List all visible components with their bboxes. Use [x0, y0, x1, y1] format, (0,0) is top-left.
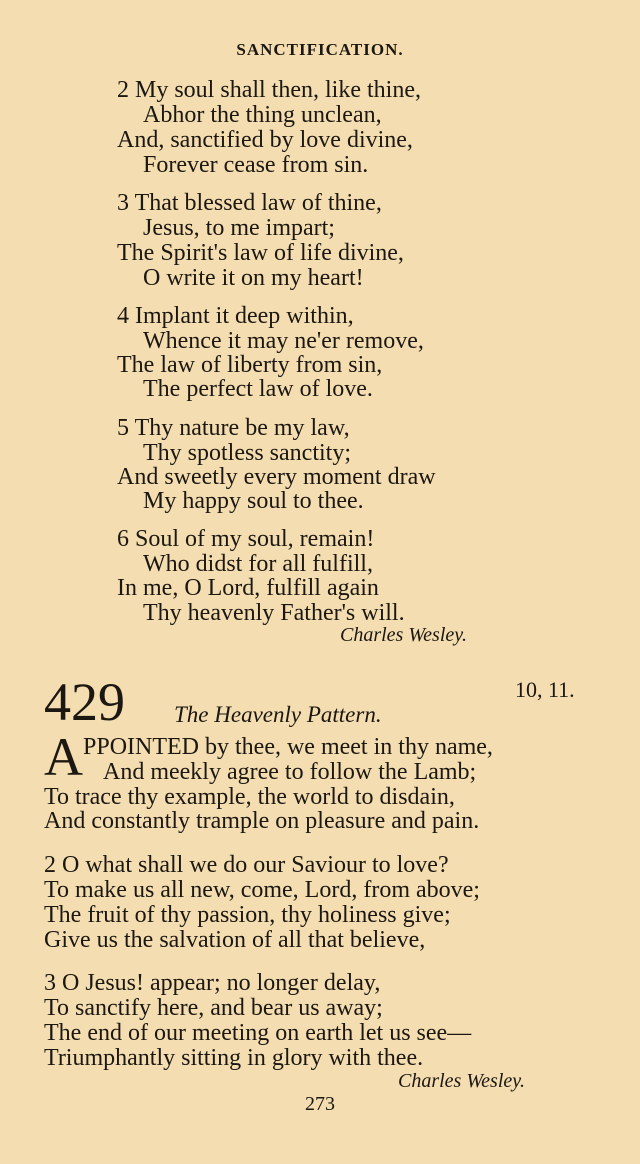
- verse-line: 2 O what shall we do our Saviour to love?: [44, 852, 449, 878]
- page-number: 273: [305, 1093, 335, 1115]
- verse-line: And meekly agree to follow the Lamb;: [103, 759, 477, 785]
- verse-line: The Spirit's law of life divine,: [117, 240, 404, 266]
- verse-line: Thy heavenly Father's will.: [143, 600, 405, 626]
- verse-line: And, sanctified by love divine,: [117, 127, 413, 153]
- verse-line: In me, O Lord, fulfill again: [117, 575, 379, 601]
- verse-line: And sweetly every moment draw: [117, 464, 436, 490]
- author-attribution: Charles Wesley.: [340, 624, 468, 646]
- verse-line: Forever cease from sin.: [143, 152, 369, 178]
- verse-line: And constantly trample on pleasure and pain.: [44, 808, 480, 834]
- verse-line: 6 Soul of my soul, remain!: [117, 526, 375, 552]
- verse-line: To sanctify here, and bear us away;: [44, 995, 383, 1021]
- drop-cap: A: [44, 727, 83, 787]
- verse-line: The fruit of thy passion, thy holiness give;: [44, 902, 451, 928]
- hymn-title: The Heavenly Pattern.: [174, 702, 382, 727]
- verse-line: 3 That blessed law of thine,: [117, 190, 382, 216]
- running-header: SANCTIFICATION.: [236, 40, 404, 59]
- verse-line: 4 Implant it deep within,: [117, 303, 354, 329]
- verse-line: To trace thy example, the world to disdain,: [44, 784, 455, 810]
- verse-line: The end of our meeting on earth let us see—: [44, 1020, 472, 1046]
- hymn-meter: 10, 11.: [515, 677, 575, 702]
- verse-line: O write it on my heart!: [143, 265, 364, 291]
- verse-line: To make us all new, come, Lord, from above;: [44, 877, 480, 903]
- verse-line: 2 My soul shall then, like thine,: [117, 77, 421, 103]
- verse-line: Who didst for all fulfill,: [143, 551, 373, 577]
- verse-line: Give us the salvation of all that believe,: [44, 927, 426, 953]
- hymn-number: 429: [44, 672, 125, 732]
- verse-line: Abhor the thing unclean,: [143, 102, 382, 128]
- verse-line: The perfect law of love.: [143, 376, 373, 402]
- verse-line: 3 O Jesus! appear; no longer delay,: [44, 970, 381, 996]
- verse-line: Jesus, to me impart;: [143, 215, 335, 241]
- verse-line: Thy spotless sanctity;: [143, 440, 351, 466]
- verse-line: PPOINTED by thee, we meet in thy name,: [83, 734, 493, 760]
- verse-line: My happy soul to thee.: [143, 488, 364, 514]
- author-attribution: Charles Wesley.: [398, 1070, 526, 1092]
- verse-line: The law of liberty from sin,: [117, 352, 383, 378]
- verse-line: Whence it may ne'er remove,: [143, 328, 424, 354]
- verse-line: Triumphantly sitting in glory with thee.: [44, 1045, 424, 1071]
- verse-line: 5 Thy nature be my law,: [117, 415, 350, 441]
